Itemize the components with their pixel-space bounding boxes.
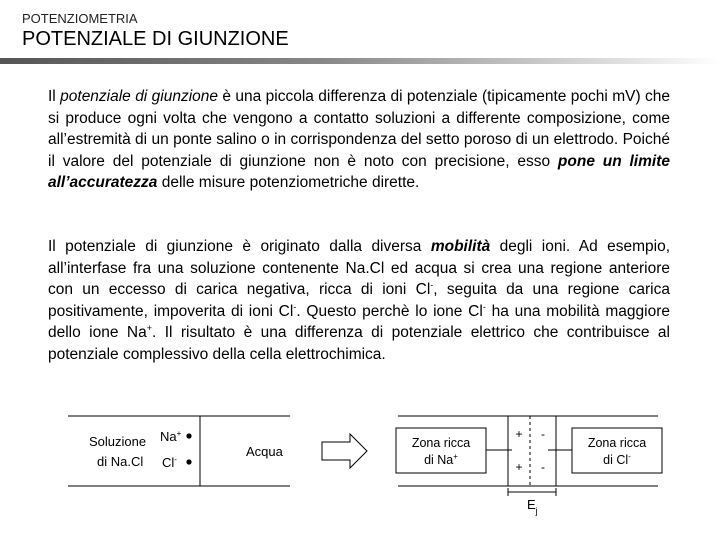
plus-sign-bottom: + (515, 460, 523, 474)
p1-text-5: delle misure potenziometriche dirette. (157, 174, 420, 191)
p2-text-6: ha una mobilità maggiore dello ione Na (48, 302, 671, 341)
p2-sup-2: - (293, 301, 297, 312)
p2-sup-4: + (146, 322, 152, 333)
left-panel (68, 416, 290, 486)
minus-sign-bottom: - (541, 460, 545, 474)
na-zone-label-line2: di Na+ (424, 452, 458, 467)
page-title: POTENZIALE DI GIUNZIONE (22, 28, 289, 50)
p1-term-junction-potential: potenziale di giunzione (60, 88, 219, 105)
p2-text-3: degli ioni. Ad esempio, all’interfase fra una soluzione contenente Na.Cl ed acqua si crea una regione anteriore con un eccesso di carica negativa, ricca di ioni Cl (48, 238, 670, 298)
na-zone-label-line1: Zona ricca (411, 436, 471, 450)
right-panel (396, 416, 662, 516)
cation-label: Na+ (160, 429, 182, 444)
p2-text-4: , seguita da una regione carica positivamente, impoverita di ioni Cl (48, 281, 670, 320)
cation-dot (186, 433, 191, 438)
anion-dot (186, 459, 191, 464)
paragraph-definition (48, 86, 670, 194)
p1-text-1: Il (48, 88, 61, 105)
title-underline-bar (0, 58, 720, 64)
junction-diagram (0, 400, 720, 540)
solution-label-line1: Soluzione (89, 434, 147, 449)
cl-zone-label-line1: Zona ricca (587, 436, 647, 450)
p2-sup-1: - (430, 279, 434, 290)
p2-text-5: . Questo perchè lo ione Cl (296, 302, 483, 320)
minus-sign-top: - (541, 427, 545, 441)
cl-zone-label-line2: di Cl- (603, 452, 631, 467)
p2-emphasis-mobility: mobilità (430, 238, 491, 255)
p1-emphasis-accuracy-limit: pone un limite all’accuratezza (48, 152, 670, 191)
anion-label: Cl- (162, 455, 177, 470)
plus-sign-top: + (515, 427, 523, 441)
p1-text-3: è una piccola differenza di potenziale (tipicamente pochi mV) che si produce ogni volta che vengono a contatto soluzioni a differente composizione, come all’estremità di un ponte salino o in corrispondenza del setto poroso di un elettrodo. Poiché il valore del potenziale di giunzione non è noto con precisione, esso (48, 88, 671, 170)
water-label: Acqua (246, 444, 283, 459)
paragraph-origin (48, 236, 670, 365)
transition-arrow (322, 434, 367, 468)
solution-label-line2: di Na.Cl (97, 454, 144, 469)
p2-sup-3: - (482, 301, 486, 312)
subject-label: POTENZIOMETRIA (22, 11, 138, 26)
p2-text-1: Il potenziale di giunzione è originato dalla diversa (48, 238, 431, 255)
p2-text-7: . Il risultato è una differenza di potenziale elettrico che contribuisce al potenziale complessivo della cella elettrochimica. (48, 324, 670, 363)
junction-potential-label: $E_j$ (527, 497, 538, 516)
